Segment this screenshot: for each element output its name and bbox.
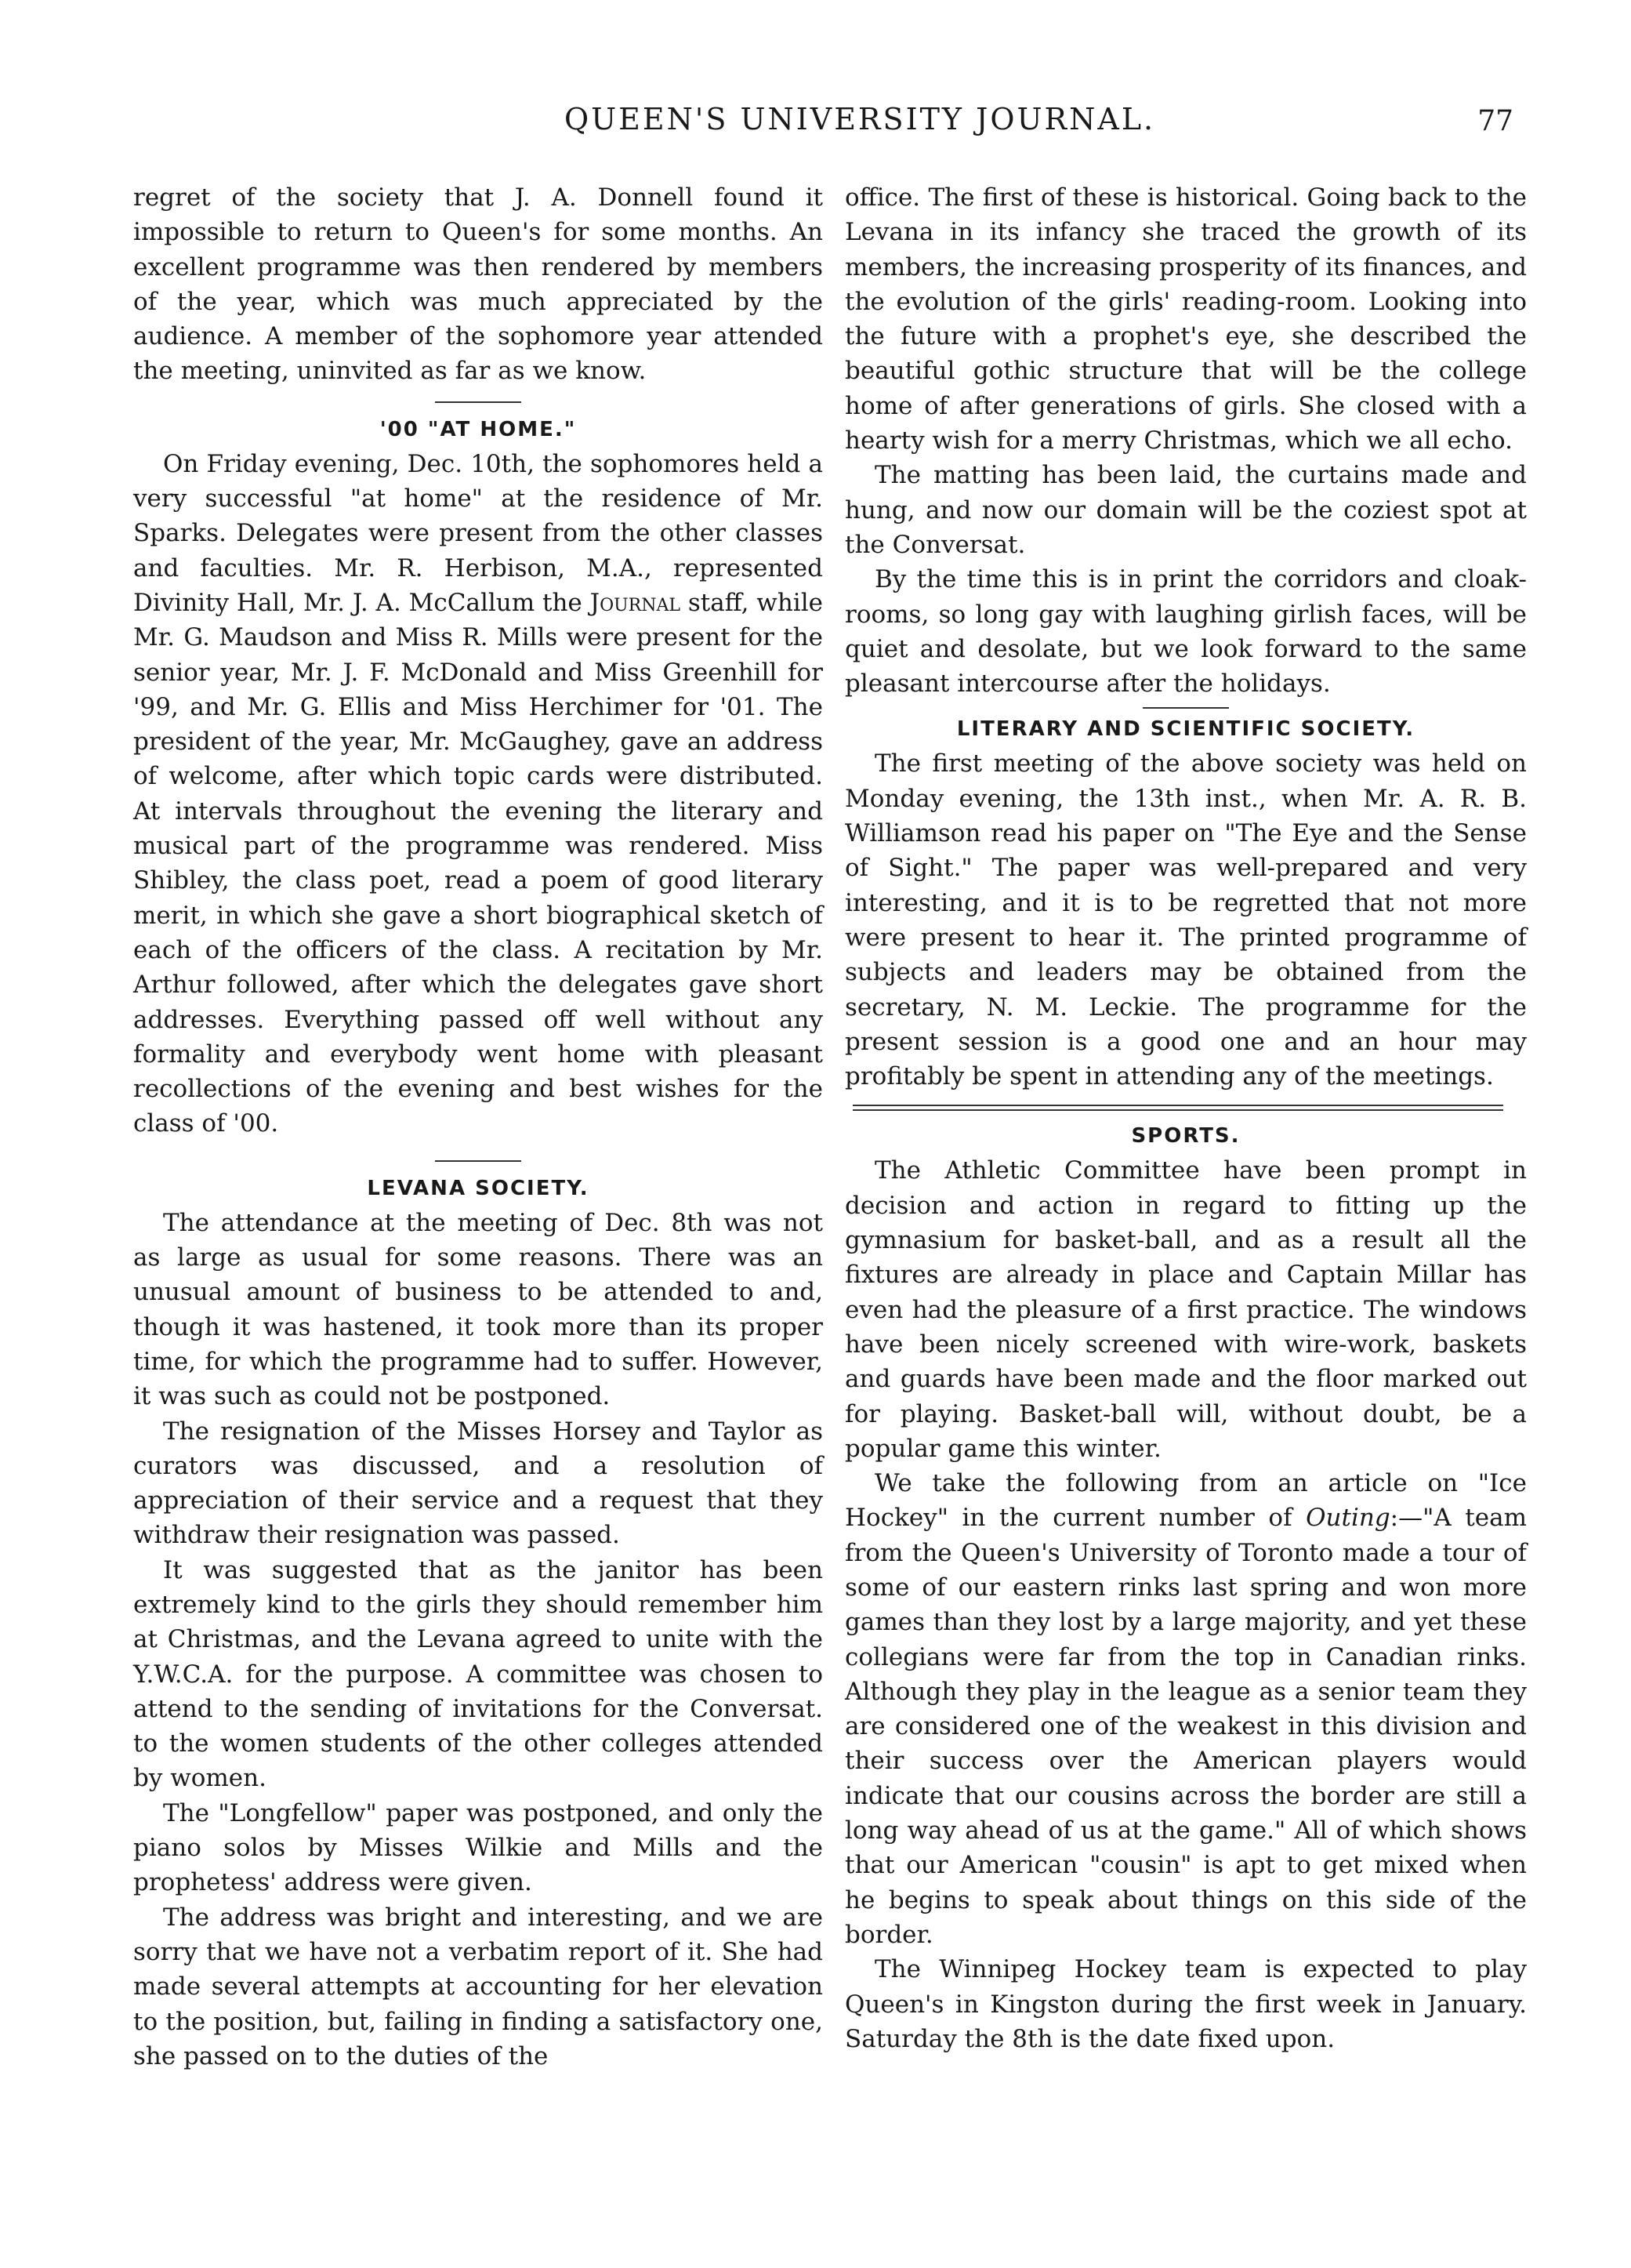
at-home-heading: '00 "AT HOME.": [379, 417, 577, 441]
levana-paragraph-1: The attendance at the meeting of Dec. 8th was not as large as usual for some reasons. There was an unusual amount of business to be attended to and, though it was hastened, it took more than its proper time, for which the programme had to suffer. However, it was such as could not be postponed.: [133, 1208, 823, 1411]
page-number: 77: [1477, 105, 1513, 137]
running-head: [0, 102, 1631, 149]
sports-text-a: We take the following from an article on "Ice Hockey" in the current number of: [845, 1469, 1527, 1533]
at-home-text-b: staff, while Mr. G. Maudson and Miss R. Mills were present for the senior year, Mr. J. F. McDonald and Miss Greenhill for '99, and Mr. G. Ellis and Miss Herchimer for '01. The president of the year, Mr. McGaughey, gave an address of welcome, after which topic cards were distributed. At intervals throughout the evening the literary and musical part of the programme was rendered. Miss Shibley, the class poet, read a poem of good literary merit, in which she gave a short biographical sketch of each of the officers of the class. A recitation by Mr. Arthur followed, after which the delegates gave short addresses. Everything passed off well without any formality and everybody went home with pleasant recollections of the evening and best wishes for the class of '00.: [133, 588, 823, 1138]
at-home-paragraph: [133, 447, 823, 1141]
journal-small-caps: Journal: [589, 588, 680, 617]
levana-paragraph-4: The "Longfellow" paper was postponed, and only the piano solos by Misses Wilkie and Mills and the prophetess' address were given.: [133, 1798, 823, 1897]
section-divider: [1143, 707, 1229, 709]
levana-paragraph-2: The resignation of the Misses Horsey and Taylor as curators was discussed, and a resolution of appreciation of their service and a request that they withdraw their resignation was passed.: [133, 1417, 823, 1550]
levana-paragraph-5: The address was bright and interesting, and we are sorry that we have not a verbatim report of it. She had made several attempts at accounting for her elevation to the position, but, failing in finding a satisfactory one, she passed on to the duties of the: [133, 1903, 823, 2070]
at-home-text-a: On Friday evening, Dec. 10th, the sophomores held a very successful "at home" at the residence of Mr. Sparks. Delegates were present from the other classes and faculties. Mr. R. Herbison, M.A., represented Divinity Hall, Mr. J. A. McCallum the: [133, 449, 823, 617]
intro-paragraph: regret of the society that J. A. Donnell found it impossible to return to Queen's for some months. An excellent programme was then rendered by members of the year, which was much appreciated by the audience. A member of the sophomore year attended the meeting, uninvited as far as we know.: [133, 183, 823, 386]
levana-continued-paragraph-1: office. The first of these is historical. Going back to the Levana in its infancy she traced the growth of its members, the increasing prosperity of its finances, and the evolution of the girls' reading-room. Looking into the future with a prophet's eye, she described the beautiful gothic structure that will be the college home of after generations of girls. She closed with a hearty wish for a merry Christmas, which we all echo.: [845, 183, 1527, 455]
levana-heading: LEVANA SOCIETY.: [367, 1176, 589, 1200]
sports-paragraph-1: The Athletic Committee have been prompt in decision and action in regard to fitting up the gymnasium for basket-ball, and as a result all the fixtures are already in place and Captain Millar has even had the pleasure of a first practice. The windows have been nicely screened with wire-work, baskets and guards have been made and the floor marked out for playing. Basket-ball will, without doubt, be a popular game this winter.: [845, 1156, 1527, 1463]
outing-italic: Outing: [1306, 1504, 1390, 1533]
double-rule-divider: [853, 1105, 1503, 1111]
literary-heading: LITERARY AND SCIENTIFIC SOCIETY.: [956, 717, 1415, 742]
right-column: [845, 180, 1527, 2056]
left-column: [133, 180, 823, 2074]
literary-paragraph: The first meeting of the above society was held on Monday evening, the 13th inst., when Mr. A. R. B. Williamson read his paper on "The Eye and the Sense of Sight." The paper was well-prepared and very interesting, and it is to be regretted that not more were present to hear it. The printed programme of subjects and leaders may be obtained from the secretary, N. M. Leckie. The programme for the present session is a good one and an hour may profitably be spent in attending any of the meetings.: [845, 749, 1527, 1091]
section-divider: [435, 401, 521, 403]
sports-text-b: :—"A team from the Queen's University of Toronto made a tour of some of our eastern rinks last spring and won more games than they lost by a large majority, and yet these collegians were far from the top in Canadian rinks. Although they play in the league as a senior team they are considered one of the weakest in this division and their success over the American players would indicate that our cousins across the border are still a long way ahead of us at the game." All of which shows that our American "cousin" is apt to get mixed when he begins to speak about things on this side of the border.: [845, 1504, 1527, 1949]
levana-paragraph-3: It was suggested that as the janitor has been extremely kind to the girls they should remember him at Christmas, and the Levana agreed to unite with the Y.W.C.A. for the purpose. A committee was chosen to attend to the sending of invitations for the Conversat. to the women students of the other colleges attended by women.: [133, 1555, 823, 1793]
sports-heading: SPORTS.: [1131, 1124, 1241, 1149]
section-divider: [435, 1160, 521, 1162]
sports-paragraph-3: The Winnipeg Hockey team is expected to play Queen's in Kingston during the first week in January. Saturday the 8th is the date fixed upon.: [845, 1955, 1527, 2053]
sports-paragraph-2: [845, 1466, 1527, 1952]
journal-title: QUEEN'S UNIVERSITY JOURNAL.: [564, 102, 1156, 136]
levana-continued-paragraph-3: By the time this is in print the corridors and cloak-rooms, so long gay with laughing girlish faces, will be quiet and desolate, but we look forward to the same pleasant intercourse after the holidays.: [845, 565, 1527, 699]
levana-continued-paragraph-2: The matting has been laid, the curtains made and hung, and now our domain will be the coziest spot at the Conversat.: [845, 461, 1527, 559]
